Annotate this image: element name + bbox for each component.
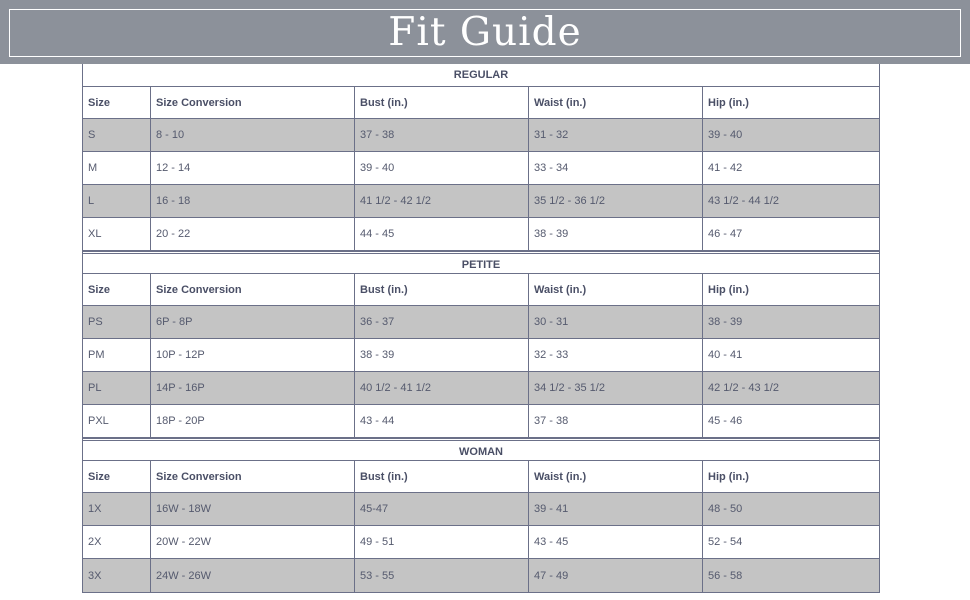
size-cell: PXL <box>83 405 151 437</box>
header-row <box>83 274 879 306</box>
bust-cell: 44 - 45 <box>355 218 529 250</box>
column-header-hip: Hip (in.) <box>708 283 749 296</box>
waist-cell: 33 - 34 <box>529 152 703 184</box>
bust-cell: 38 - 39 <box>355 339 529 371</box>
size-conversion-cell: 18P - 20P <box>151 405 355 437</box>
table-row <box>83 405 879 438</box>
column-header-hip: Hip (in.) <box>708 96 749 109</box>
bust-cell: 49 - 51 <box>355 526 529 558</box>
table-row <box>83 493 879 526</box>
size-cell: 1X <box>83 493 151 525</box>
bust-cell: 43 - 44 <box>355 405 529 437</box>
bust-cell: 53 - 55 <box>355 559 529 592</box>
hip-cell: 45 - 46 <box>708 415 743 427</box>
hip-cell: 40 - 41 <box>708 349 743 361</box>
waist-cell: 38 - 39 <box>529 218 703 250</box>
table-row <box>83 306 879 339</box>
column-header-bust: Bust (in.) <box>355 461 529 492</box>
size-conversion-cell: 8 - 10 <box>151 119 355 151</box>
column-header-waist: Waist (in.) <box>529 461 703 492</box>
column-header-hip: Hip (in.) <box>708 470 749 483</box>
size-conversion-cell: 10P - 12P <box>151 339 355 371</box>
size-cell: S <box>83 119 151 151</box>
column-header-size-conversion: Size Conversion <box>151 87 355 118</box>
hip-cell: 46 - 47 <box>708 228 743 240</box>
header-row <box>83 461 879 493</box>
size-cell: M <box>83 152 151 184</box>
bust-cell: 40 1/2 - 41 1/2 <box>355 372 529 404</box>
bust-cell: 37 - 38 <box>355 119 529 151</box>
hip-cell: 39 - 40 <box>708 129 743 141</box>
bust-cell: 41 1/2 - 42 1/2 <box>355 185 529 217</box>
waist-cell: 37 - 38 <box>529 405 703 437</box>
size-cell: L <box>83 185 151 217</box>
column-header-size: Size <box>83 461 151 492</box>
size-conversion-cell: 20W - 22W <box>151 526 355 558</box>
size-cell: XL <box>83 218 151 250</box>
hip-cell: 52 - 54 <box>708 536 743 548</box>
bust-cell: 45-47 <box>355 493 529 525</box>
hip-cell: 43 1/2 - 44 1/2 <box>708 195 779 207</box>
size-cell: PS <box>83 306 151 338</box>
table-row <box>83 526 879 559</box>
waist-cell: 43 - 45 <box>529 526 703 558</box>
column-header-waist: Waist (in.) <box>529 87 703 118</box>
size-cell: 3X <box>83 559 151 592</box>
size-conversion-cell: 12 - 14 <box>151 152 355 184</box>
size-cell: PM <box>83 339 151 371</box>
column-header-size-conversion: Size Conversion <box>151 274 355 305</box>
waist-cell: 31 - 32 <box>529 119 703 151</box>
header-banner <box>0 0 970 64</box>
size-conversion-cell: 16W - 18W <box>151 493 355 525</box>
size-conversion-cell: 14P - 16P <box>151 372 355 404</box>
header-row <box>83 87 879 119</box>
table-row <box>83 152 879 185</box>
hip-cell: 56 - 58 <box>708 569 743 582</box>
column-header-size-conversion: Size Conversion <box>151 461 355 492</box>
column-header-bust: Bust (in.) <box>355 87 529 118</box>
size-conversion-cell: 20 - 22 <box>151 218 355 250</box>
waist-cell: 30 - 31 <box>529 306 703 338</box>
section-title-petite: PETITE <box>83 251 879 274</box>
table-row <box>83 218 879 251</box>
column-header-size: Size <box>83 274 151 305</box>
bust-cell: 36 - 37 <box>355 306 529 338</box>
hip-cell: 48 - 50 <box>708 503 743 515</box>
section-title-regular: REGULAR <box>83 64 879 87</box>
table-row <box>83 559 879 592</box>
page-title: Fit Guide <box>388 10 582 55</box>
hip-cell: 38 - 39 <box>708 316 743 328</box>
table-row <box>83 372 879 405</box>
table-row <box>83 339 879 372</box>
waist-cell: 35 1/2 - 36 1/2 <box>529 185 703 217</box>
column-header-bust: Bust (in.) <box>355 274 529 305</box>
hip-cell: 42 1/2 - 43 1/2 <box>708 382 779 394</box>
size-conversion-cell: 16 - 18 <box>151 185 355 217</box>
section-title-woman: WOMAN <box>83 438 879 461</box>
size-cell: 2X <box>83 526 151 558</box>
hip-cell: 41 - 42 <box>708 162 743 174</box>
waist-cell: 39 - 41 <box>529 493 703 525</box>
table-row <box>83 185 879 218</box>
size-cell: PL <box>83 372 151 404</box>
waist-cell: 34 1/2 - 35 1/2 <box>529 372 703 404</box>
size-chart-table <box>82 64 880 593</box>
column-header-size: Size <box>83 87 151 118</box>
waist-cell: 32 - 33 <box>529 339 703 371</box>
size-conversion-cell: 6P - 8P <box>151 306 355 338</box>
bust-cell: 39 - 40 <box>355 152 529 184</box>
waist-cell: 47 - 49 <box>529 559 703 592</box>
size-conversion-cell: 24W - 26W <box>151 559 355 592</box>
column-header-waist: Waist (in.) <box>529 274 703 305</box>
table-row <box>83 119 879 152</box>
